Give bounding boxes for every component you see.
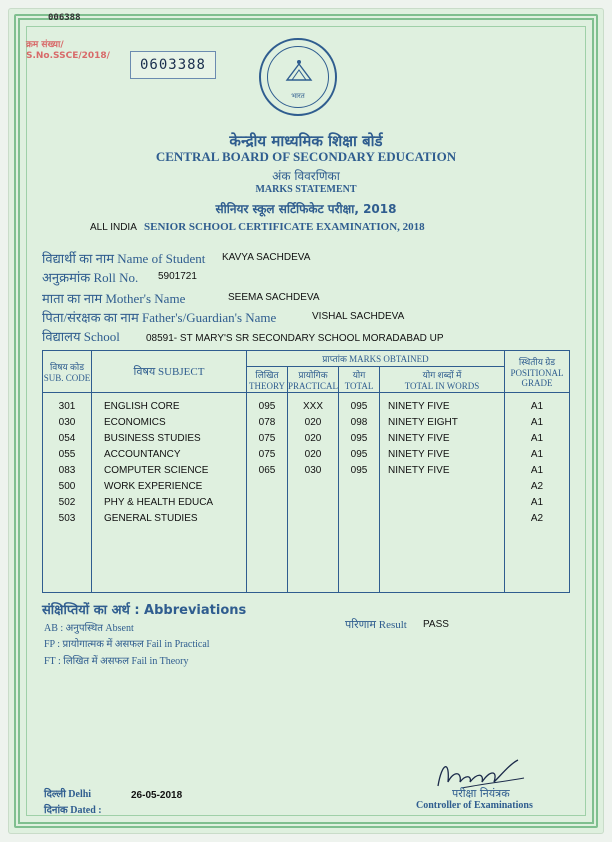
controller-title-en: Controller of Examinations <box>416 800 533 811</box>
table-cell-subject: BUSINESS STUDIES <box>104 433 201 444</box>
table-cell-theory: 075 <box>258 449 276 460</box>
abbreviation-ft: FT : लिखित में असफल Fail in Theory <box>44 656 189 667</box>
table-cell-theory: 095 <box>258 401 276 412</box>
exam-hi: सीनियर स्कूल सर्टिफिकेट परीक्षा, 2018 <box>215 202 397 216</box>
header-code <box>43 351 92 393</box>
field-value-school: 08591- ST MARY'S SR SECONDARY SCHOOL MORADABAD UP <box>146 333 444 344</box>
board-name-en: CENTRAL BOARD OF SECONDARY EDUCATION <box>155 149 457 164</box>
table-cell-total: 095 <box>350 465 368 476</box>
col-words <box>380 393 505 593</box>
table-cell-grade: A1 <box>530 417 544 428</box>
header-theory-en: THEORY <box>249 381 285 391</box>
marks-body <box>43 393 570 593</box>
table-cell-grade: A1 <box>530 497 544 508</box>
table-cell-words: NINETY FIVE <box>388 401 450 412</box>
table-cell-words: NINETY FIVE <box>388 433 450 444</box>
serial-label <box>26 40 136 62</box>
table-cell-words: NINETY FIVE <box>388 449 450 460</box>
header-grade-hi: स्थितीय ग्रेड <box>518 357 556 367</box>
table-cell-subject: COMPUTER SCIENCE <box>104 465 209 476</box>
header-practical-en: PRACTICAL <box>288 381 339 391</box>
col-grade <box>505 393 570 593</box>
serial-top: 006388 <box>48 13 81 23</box>
table-cell-words: NINETY EIGHT <box>388 417 458 428</box>
table-cell-words: NINETY FIVE <box>388 465 450 476</box>
header-subject: विषय SUBJECT <box>92 351 247 393</box>
field-value-father: VISHAL SACHDEVA <box>312 311 405 322</box>
table-cell-grade: A1 <box>530 449 544 460</box>
table-cell-practical: 030 <box>304 465 322 476</box>
statement-en: MARKS STATEMENT <box>255 184 357 195</box>
result-label: परिणाम Result <box>345 619 407 631</box>
result-value: PASS <box>423 619 449 630</box>
header-practical <box>288 367 339 393</box>
header-total <box>339 367 380 393</box>
table-cell-code: 054 <box>58 433 76 444</box>
table-cell-code: 301 <box>58 401 76 412</box>
emblem-text: भारत <box>291 92 305 100</box>
header-code-hi: विषय कोड <box>49 362 85 372</box>
table-cell-code: 502 <box>58 497 76 508</box>
table-cell-grade: A1 <box>530 465 544 476</box>
field-label-mother: माता का नाम Mother's Name <box>42 291 186 306</box>
table-cell-grade: A1 <box>530 433 544 444</box>
table-cell-subject: WORK EXPERIENCE <box>104 481 203 492</box>
serial-number: 0603388 <box>139 57 206 73</box>
table-cell-total: 095 <box>350 401 368 412</box>
table-cell-practical: 020 <box>304 449 322 460</box>
exam-en: SENIOR SCHOOL CERTIFICATE EXAMINATION, 2018 <box>144 221 425 233</box>
table-cell-code: 055 <box>58 449 76 460</box>
table-cell-total: 095 <box>350 449 368 460</box>
field-label-school: विद्यालय School <box>42 329 120 344</box>
header-theory <box>247 367 288 393</box>
col-codes <box>43 393 92 593</box>
table-cell-subject: ENGLISH CORE <box>104 401 180 412</box>
statement-hi: अंक विवरणिका <box>272 169 340 183</box>
all-india-label: ALL INDIA <box>90 222 137 233</box>
table-cell-subject: ECONOMICS <box>104 417 166 428</box>
table-cell-total: 095 <box>350 433 368 444</box>
header-words-hi: योग शब्दों में <box>422 370 462 380</box>
board-name-hi: केन्द्रीय माध्यमिक शिक्षा बोर्ड <box>229 132 383 150</box>
table-cell-theory: 075 <box>258 433 276 444</box>
abbreviation-fp: FP : प्रायोगात्मक में असफल Fail in Practical <box>44 639 210 650</box>
date-value: 26-05-2018 <box>131 790 183 801</box>
emblem-icon <box>284 58 314 84</box>
table-cell-theory: 065 <box>258 465 276 476</box>
abbreviation-ab: AB : अनुपस्थित Absent <box>44 623 134 634</box>
header-total-en: TOTAL <box>344 381 374 391</box>
marks-table <box>42 350 570 593</box>
col-practical <box>288 393 339 593</box>
controller-title-hi: परीक्षा नियंत्रक <box>452 787 510 800</box>
table-cell-practical: XXX <box>303 401 324 412</box>
cbse-emblem <box>259 38 337 116</box>
table-cell-subject: ACCOUNTANCY <box>104 449 181 460</box>
table-cell-subject: GENERAL STUDIES <box>104 513 198 524</box>
header-total-hi: योग <box>352 370 366 380</box>
table-cell-code: 083 <box>58 465 76 476</box>
field-label-roll: अनुक्रमांक Roll No. <box>42 270 139 285</box>
serial-number-box <box>130 51 216 79</box>
table-cell-practical: 020 <box>304 433 322 444</box>
field-value-mother: SEEMA SACHDEVA <box>228 292 320 303</box>
abbreviations-title: संक्षिप्तियों का अर्थ : Abbreviations <box>42 603 247 618</box>
header-theory-hi: लिखित <box>255 370 279 380</box>
dated-label: दिनांक Dated : <box>44 805 102 816</box>
field-value-roll: 5901721 <box>158 271 197 282</box>
header-marks: प्राप्तांक MARKS OBTAINED <box>247 351 505 367</box>
table-cell-code: 030 <box>58 417 76 428</box>
table-cell-code: 503 <box>58 513 76 524</box>
serial-label-en: S.No.SSCE/2018/ <box>26 51 110 61</box>
table-cell-theory: 078 <box>258 417 276 428</box>
col-subjects <box>92 393 247 593</box>
table-cell-grade: A1 <box>530 401 544 412</box>
header-grade-en: POSITIONAL GRADE <box>510 368 564 388</box>
table-cell-grade: A2 <box>530 513 544 524</box>
header-words-en: TOTAL IN WORDS <box>404 381 480 391</box>
table-cell-subject: PHY & HEALTH EDUCA <box>104 497 214 508</box>
table-cell-practical: 020 <box>304 417 322 428</box>
table-cell-code: 500 <box>58 481 76 492</box>
field-label-student: विद्यार्थी का नाम Name of Student <box>42 251 206 266</box>
table-cell-total: 098 <box>350 417 368 428</box>
field-label-father: पिता/संरक्षक का नाम Father's/Guardian's Name <box>42 310 277 325</box>
header-words <box>380 367 505 393</box>
place-label: दिल्ली Delhi <box>44 789 92 800</box>
table-cell-grade: A2 <box>530 481 544 492</box>
header-practical-hi: प्रायोगिक <box>298 370 328 380</box>
serial-label-hi: क्रम संख्या/ <box>26 40 64 50</box>
header-code-en: SUB. CODE <box>43 373 91 383</box>
header-grade <box>505 351 570 393</box>
col-theory <box>247 393 288 593</box>
col-total <box>339 393 380 593</box>
field-value-student: KAVYA SACHDEVA <box>222 252 311 263</box>
